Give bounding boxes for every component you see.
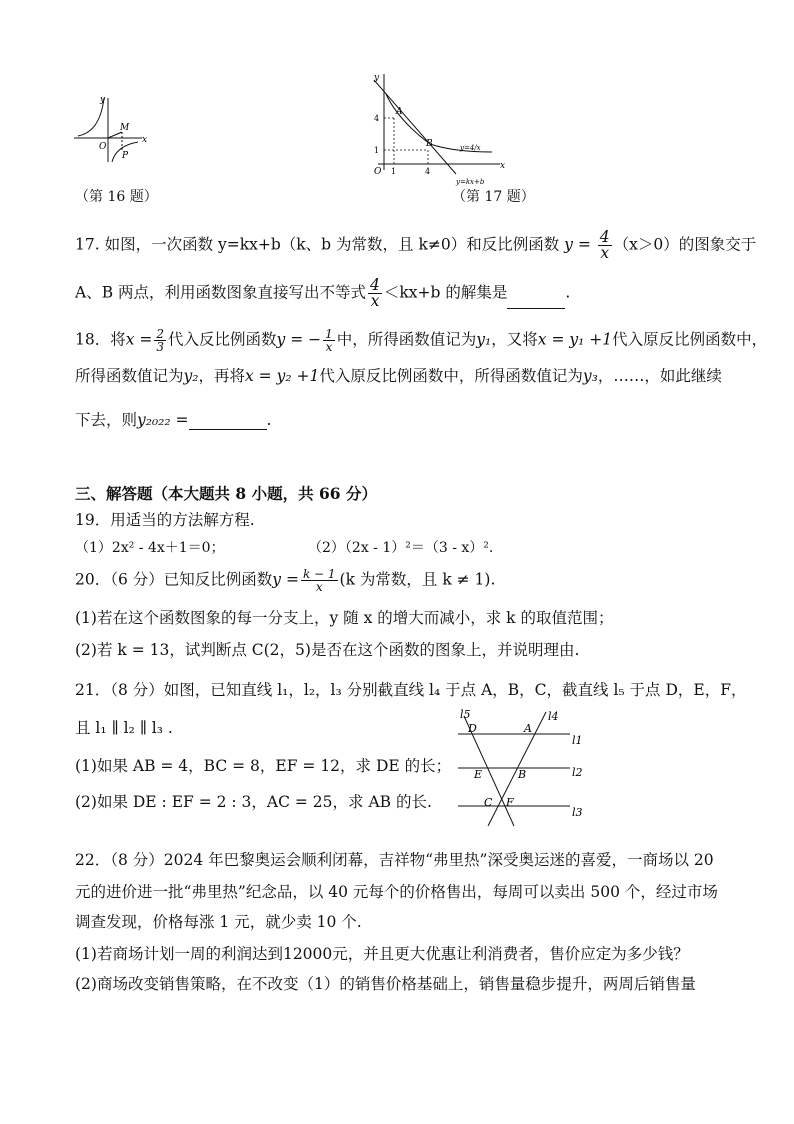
q19-part2: （2）（2x - 1）²＝（3 - x）². [308, 540, 494, 556]
fig17-tick-1x: 1 [391, 167, 397, 176]
fig17-tick-4x: 4 [425, 167, 431, 176]
fig17-tick-4y: 4 [374, 114, 380, 123]
figure-17 [360, 70, 510, 188]
q22-line3: 调查发现，价格每涨 1 元，就少卖 10 个. [75, 913, 362, 931]
fig21-label-l2: l2 [572, 766, 583, 779]
fig21-label-b: B [518, 768, 527, 781]
q20-fraction: $\frac{k - 1}{x}$ [302, 567, 336, 594]
q18-fraction-1: $\frac{2}{3}$ [156, 327, 165, 354]
q22-line1: 22．（8 分）2024 年巴黎奥运会顺利闭幕，吉祥物“弗里热”深受奥运迷的喜爱，一商场以 20 [75, 851, 714, 869]
fig21-label-e: E [474, 768, 483, 781]
fig17-b-label: B [426, 139, 433, 149]
section-3-heading: 三、解答题（本大题共 8 小题，共 66 分） [75, 484, 377, 503]
q17-fraction: $\frac{4}{x}$ [599, 228, 610, 262]
fig17-o-label: O [374, 167, 382, 177]
fig17-y-label: y [374, 73, 380, 83]
fig21-label-a: A [524, 722, 532, 735]
q17-fraction-2: $\frac{4}{x}$ [370, 276, 380, 310]
q21-line1: 21．（8 分）如图，已知直线 l₁，l₂，l₃ 分别截直线 l₄ 于点 A，B，C，截直线 l₅ 于点 D，E，F， [75, 681, 747, 699]
q17-line1: 17. 如图，一次函数 y=kx+b（k、b 为常数，且 k≠0）和反比例函数 y = $\frac{4}{x}$ （x＞0）的图象交于 [75, 228, 757, 262]
q20-line1: 20．（6 分）已知反比例函数y = $\frac{k - 1}{x}$ (k 为常数，且 k ≠ 1). [75, 567, 496, 594]
fig17-caption: （第 17 题） [452, 189, 535, 205]
fig21-label-l5: l5 [460, 708, 471, 721]
q19-title: 19．用适当的方法解方程. [75, 511, 255, 529]
q18-line1: 18．将x = $\frac{2}{3}$ 代入反比例函数y = − $\frac{1}{x}$ 中，所得函数值记为y₁，又将x = y₁ +1代入原反比例函数中， [75, 327, 768, 354]
q18-fraction-2: $\frac{1}{x}$ [325, 327, 333, 354]
fig21-label-l4: l4 [548, 710, 559, 723]
fig17-a-label: A [396, 107, 403, 117]
fig16-x-label: x [142, 135, 148, 145]
fig16-y-label: y [100, 95, 106, 105]
fig17-line-label: y=kx+b [456, 178, 485, 186]
figure-16 [72, 92, 152, 164]
q22-line2: 元的进价进一批“弗里热”纪念品，以 40 元每个的价格售出，每周可以卖出 500 个，经过市场 [75, 883, 718, 901]
q22-part2: (2)商场改变销售策略，在不改变（1）的销售价格基础上，销售量稳步提升，两周后销售量 [75, 975, 696, 993]
fig16-o-label: O [99, 142, 107, 152]
q22-part1: (1)若商场计划一周的利润达到12000元，并且更大优惠让利消费者，售价应定为多少钱？ [75, 945, 689, 963]
fig17-x-label: x [500, 161, 506, 171]
fig21-label-f: F [506, 796, 514, 809]
q18-line3: 下去，则y₂₀₂₂ = . [75, 411, 272, 429]
q17-line2: A、B 两点，利用函数图象直接写出不等式 $\frac{4}{x}$ ＜kx+b 的解集是 . [75, 276, 571, 310]
q18-line2: 所得函数值记为y₂，再将x = y₂ +1代入原反比例函数中，所得函数值记为y₃，……，如此继续 [75, 367, 722, 385]
q18-answer-blank[interactable] [189, 413, 267, 430]
q21-part1: (1)如果 AB = 4，BC = 8，EF = 12，求 DE 的长； [75, 757, 452, 775]
fig21-label-d: D [468, 722, 477, 735]
q17-answer-blank[interactable] [507, 292, 565, 309]
figure-21 [452, 706, 592, 830]
q20-part1: (1)若在这个函数图象的每一分支上，y 随 x 的增大而减小，求 k 的取值范围； [75, 609, 614, 627]
fig16-caption: （第 16 题） [75, 189, 158, 205]
fig16-m-label: M [120, 123, 130, 133]
q20-part2: (2)若 k = 13，试判断点 C(2，5)是否在这个函数的图象上，并说明理由. [75, 641, 580, 659]
fig21-line-l4 [488, 712, 546, 826]
q21-part2: (2)如果 DE : EF = 2 : 3，AC = 25，求 AB 的长. [75, 793, 432, 811]
q21-line2: 且 l₁ ∥ l₂ ∥ l₃ . [75, 719, 173, 737]
fig17-tick-1y: 1 [374, 146, 380, 155]
fig21-label-l3: l3 [572, 806, 583, 819]
fig21-label-c: C [484, 796, 493, 809]
fig21-label-l1: l1 [572, 734, 583, 747]
fig16-p-label: P [122, 151, 129, 161]
fig17-curve-label: y=4/x [460, 144, 481, 152]
q19-part1: （1）2x² - 4x＋1＝0； [75, 540, 225, 556]
